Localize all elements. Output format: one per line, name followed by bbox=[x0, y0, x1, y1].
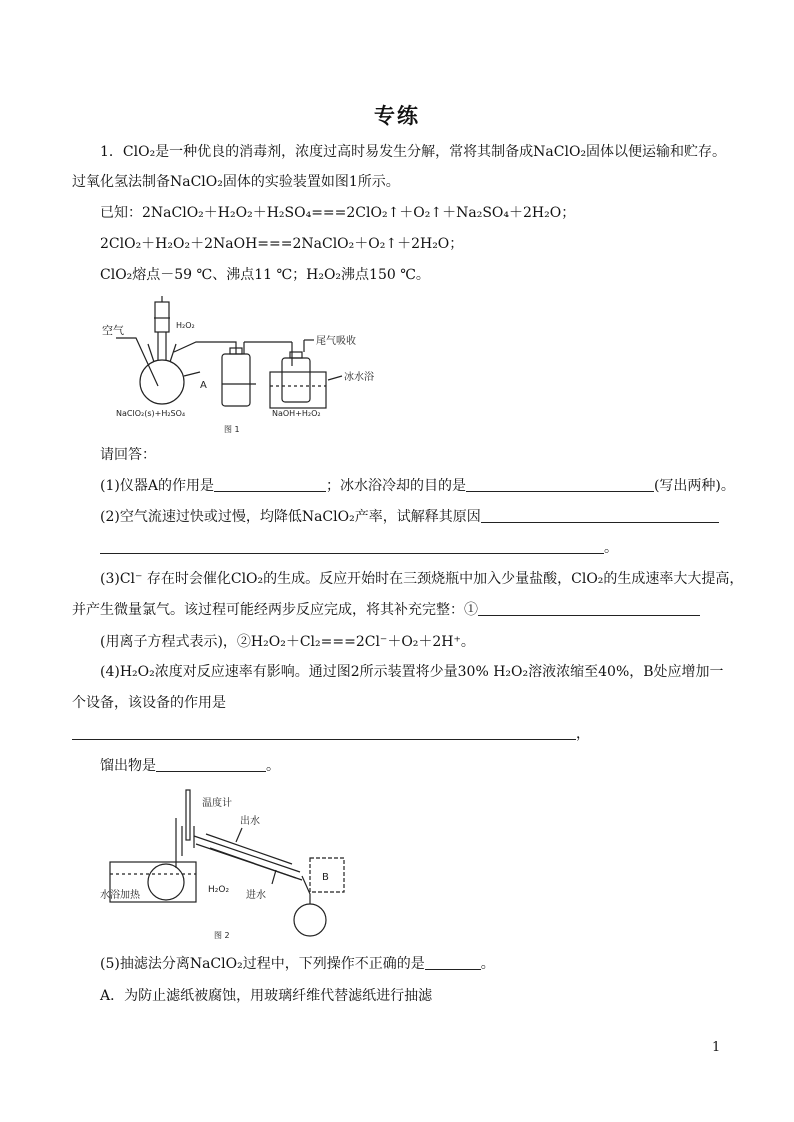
answer-blank-3[interactable] bbox=[478, 601, 700, 616]
fig1-label-ice-bath: 冰水浴 bbox=[344, 372, 374, 383]
answer-blank-1a[interactable] bbox=[214, 477, 326, 492]
part-3-line-3: (用离子方程式表示)，②H₂O₂＋Cl₂===2Cl⁻＋O₂＋2H⁺。 bbox=[100, 634, 475, 650]
part-2-end: 。 bbox=[604, 540, 618, 556]
part-5-end: 。 bbox=[480, 956, 495, 972]
answer-blank-2b[interactable] bbox=[100, 539, 604, 554]
part-4-comma: ， bbox=[576, 726, 590, 742]
part-4-line-2: 个设备，该设备的作用是 bbox=[72, 695, 226, 711]
fig2-label-water-bath: 水浴加热 bbox=[100, 890, 140, 901]
q1-line-1: 1．ClO₂是一种优良的消毒剂，浓度过高时易发生分解，常将其制备成NaClO₂固体以便运输和贮存。 bbox=[100, 144, 727, 160]
fig2-label-water-inlet: 进水 bbox=[246, 890, 266, 901]
question-part-2-continued bbox=[100, 538, 618, 558]
part-4-line-4 bbox=[100, 756, 280, 776]
figure-1-apparatus bbox=[96, 292, 426, 440]
answer-blank-1b[interactable] bbox=[466, 477, 654, 492]
part-3-line-2 bbox=[72, 600, 700, 620]
known-physical-data: ClO₂熔点－59 ℃、沸点11 ℃；H₂O₂沸点150 ℃。 bbox=[100, 267, 430, 283]
part-1-text-c: (写出两种)。 bbox=[653, 478, 735, 494]
page-number: 1 bbox=[712, 1040, 721, 1055]
fig2-label-water-outlet: 出水 bbox=[240, 816, 260, 827]
fig2-label-thermometer: 温度计 bbox=[202, 798, 232, 809]
answer-blank-4a[interactable] bbox=[72, 725, 576, 740]
part-1-text-a: (1)仪器A的作用是 bbox=[100, 478, 214, 494]
part-4-line-3 bbox=[72, 724, 590, 744]
part-2-text: (2)空气流速过快或过慢，均降低NaClO₂产率，试解释其原因 bbox=[100, 509, 481, 525]
fig1-label-h2o2: H₂O₂ bbox=[176, 321, 195, 330]
fig2-label-b: B bbox=[322, 872, 329, 883]
part-3-text: 并产生微量氯气。该过程可能经两步反应完成，将其补充完整：① bbox=[72, 602, 478, 618]
question-part-2 bbox=[100, 507, 719, 527]
part-3-line-1: (3)Cl⁻ 存在时会催化ClO₂的生成。反应开始时在三颈烧瓶中加入少量盐酸，ClO₂的生成速率大大提高， bbox=[100, 571, 744, 587]
known-equation-1: 已知：2NaClO₂＋H₂O₂＋H₂SO₄===2ClO₂↑＋O₂↑＋Na₂SO₄＋2H₂O； bbox=[100, 205, 576, 221]
fig1-label-bottle-content: NaOH+H₂O₂ bbox=[272, 409, 321, 418]
answer-blank-5[interactable] bbox=[425, 955, 481, 970]
part-4-end: 。 bbox=[266, 758, 280, 774]
answer-blank-2a[interactable] bbox=[481, 508, 719, 523]
part-4-line-1: (4)H₂O₂浓度对反应速率有影响。通过图2所示装置将少量30% H₂O₂溶液浓缩至40%，B处应增加一 bbox=[100, 664, 724, 680]
part-1-text-b: ；冰水浴冷却的目的是 bbox=[325, 478, 466, 494]
fig2-label-h2o2: H₂O₂ bbox=[208, 885, 230, 895]
part-5-text: (5)抽滤法分离NaClO₂过程中，下列操作不正确的是 bbox=[100, 956, 425, 972]
figure-2-distillation bbox=[96, 786, 356, 944]
part-5-line-1 bbox=[100, 954, 495, 974]
part-4-distillate-text: 馏出物是 bbox=[100, 758, 156, 774]
part-5-option-a: A．为防止滤纸被腐蚀，用玻璃纤维代替滤纸进行抽滤 bbox=[100, 988, 433, 1004]
fig1-caption: 图 1 bbox=[224, 425, 240, 434]
answer-blank-4b[interactable] bbox=[156, 757, 266, 772]
page-title: 专练 bbox=[374, 103, 420, 128]
fig2-caption: 图 2 bbox=[214, 931, 230, 940]
fig1-label-a: A bbox=[200, 380, 207, 391]
known-equation-2: 2ClO₂＋H₂O₂＋2NaOH===2NaClO₂＋O₂↑＋2H₂O； bbox=[100, 236, 464, 252]
answer-prompt: 请回答： bbox=[100, 447, 156, 463]
q1-line-2: 过氧化氢法制备NaClO₂固体的实验装置如图1所示。 bbox=[72, 174, 400, 190]
fig1-label-tail-gas: 尾气吸收 bbox=[316, 336, 356, 347]
fig1-label-air: 空气 bbox=[102, 324, 124, 337]
question-part-1 bbox=[100, 476, 735, 496]
fig1-label-flask-content: NaClO₂(s)+H₂SO₄ bbox=[116, 409, 186, 418]
